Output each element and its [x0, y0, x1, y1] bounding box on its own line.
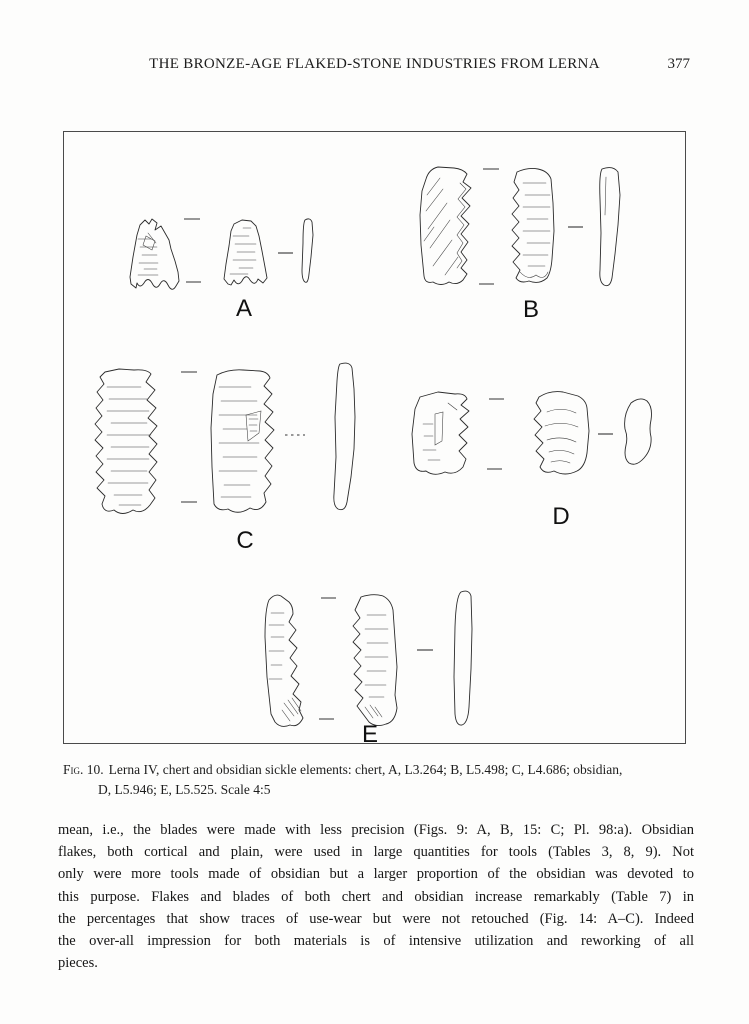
running-head-title: THE BRONZE-AGE FLAKED-STONE INDUSTRIES FROM LERNA [149, 56, 600, 72]
drawing-d-obsidian-sickle [404, 384, 664, 489]
body-line-1: mean, i.e., the blades were made with less precision (Figs. 9: A, B, 15: C; Pl. 98:a). Obsidian [58, 822, 694, 838]
page-number: 377 [667, 56, 690, 72]
body-line-3: only were more tools made of obsidian but a larger proportion of the obsidian was devoted to [58, 866, 694, 883]
body-line-4: this purpose. Flakes and blades of both chert and obsidian increase remarkably (Table 7) in [58, 888, 694, 905]
figure-label-d: D [552, 503, 570, 530]
figure-caption-text-1: Lerna IV, chert and obsidian sickle elements: chert, A, L3.264; B, L5.498; C, L4.686; obsidian, [108, 762, 623, 777]
figure-label-e: E [361, 721, 378, 748]
figure-caption [63, 760, 703, 800]
drawing-e-obsidian-sickle [249, 587, 494, 737]
drawing-a-chert-sickle [124, 209, 324, 304]
figure-label-a: A [235, 295, 252, 322]
figure-10-box [63, 131, 686, 748]
figure-label-c: C [236, 527, 254, 554]
body-line-7: pieces. [58, 955, 98, 972]
figure-caption-line-2: D, L5.946; E, L5.525. Scale 4:5 [98, 782, 271, 797]
body-line-5: the percentages that show traces of use-wear but were not retouched (Fig. 14: A–C). Indeed [58, 910, 694, 927]
body-paragraph [58, 819, 694, 974]
figure-caption-line-1 [63, 760, 703, 780]
figure-caption-prefix: Fig. 10. [63, 762, 104, 777]
figure-label-b: B [522, 296, 539, 323]
body-line-6: the over-all impression for both materials is of intensive utilization and reworking of all [58, 933, 694, 950]
drawing-c-chert-sickle [89, 357, 379, 527]
body-line-2: flakes, both cortical and plain, were used in large quantities for tools (Tables 3, 8, 9). Not [58, 844, 694, 861]
